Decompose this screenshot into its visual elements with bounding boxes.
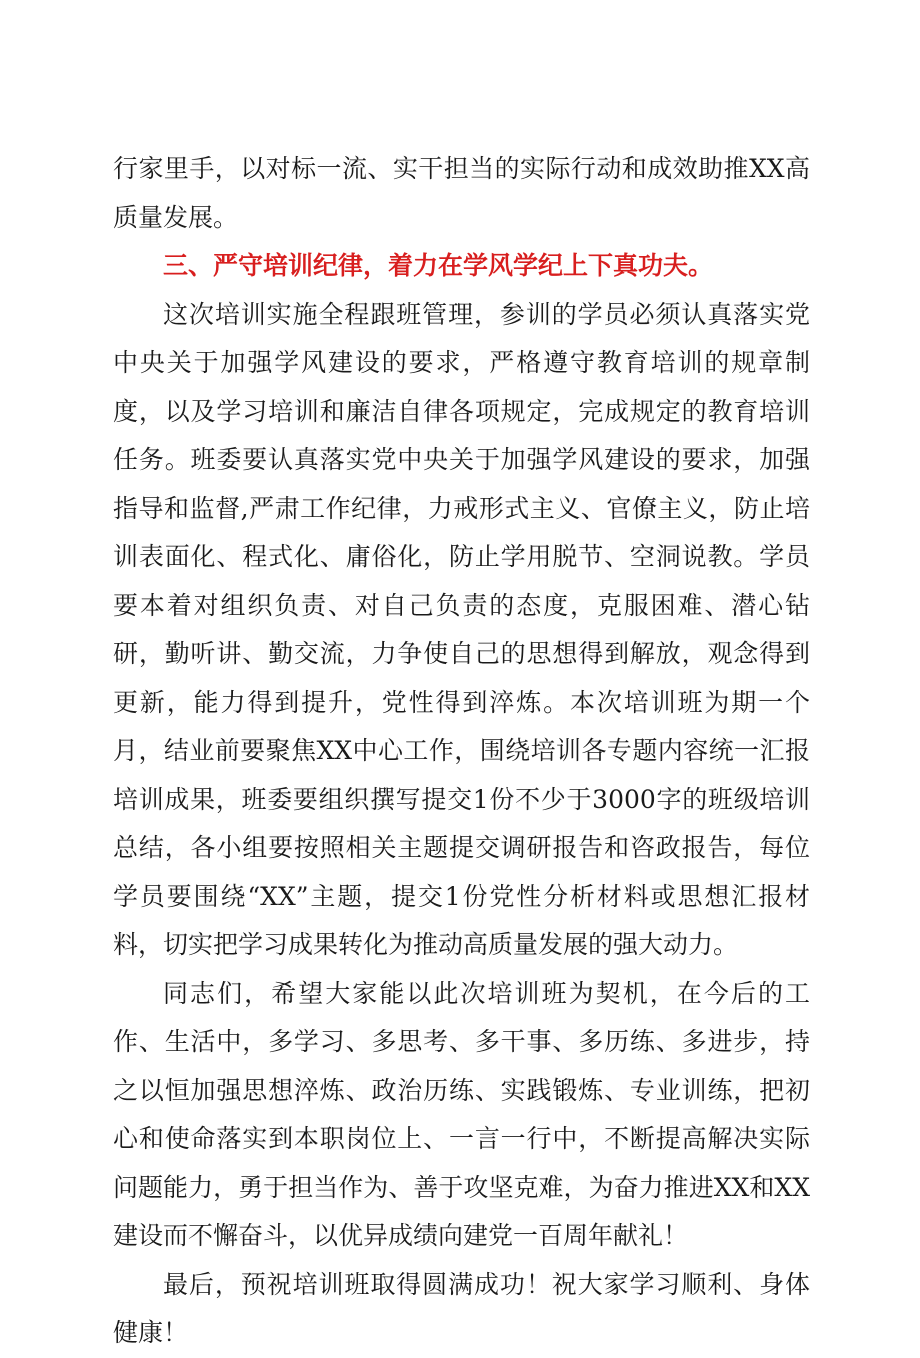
paragraph-discipline: 这次培训实施全程跟班管理，参训的学员必须认真落实党中央关于加强学风建设的要求，严格遵守教育培训的规章制度，以及学习培训和廉洁自律各项规定，完成规定的教育培训任务。班委要认真落实党中央关于加强学风建设的要求，加强指导和监督,严肃工作纪律，力戒形式主义、官僚主义，防止培训表面化、程式化、庸俗化，防止学用脱节、空洞说教。学员要本着对组织负责、对自己负责的态度，克服困难、潜心钻研，勤听讲、勤交流，力争使自己的思想得到解放，观念得到更新，能力得到提升，党性得到淬炼。本次培训班为期一个月，结业前要聚焦XX中心工作，围绕培训各专题内容统一汇报培训成果，班委要组织撰写提交1份不少于3000字的班级培训总结，各小组要按照相关主题提交调研报告和咨政报告，每位学员要围绕“XX”主题，提交1份党性分析材料或思想汇报材料，切实把学习成果转化为推动高质量发展的强大动力。 (113, 299, 810, 959)
paragraph-comrades: 同志们，希望大家能以此次培训班为契机，在今后的工作、生活中，多学习、多思考、多干事、多历练、多进步，持之以恒加强思想淬炼、政治历练、实践锻炼、专业训练，把初心和使命落实到本职岗位上、一言一行中，不断提高解决实际问题能力，勇于担当作为、善于攻坚克难，为奋力推进XX和XX建设而不懈奋斗，以优异成绩向建党一百周年献礼！ (113, 978, 810, 1250)
paragraph-closing: 最后，预祝培训班取得圆满成功！祝大家学习顺利、身体健康！ (113, 1269, 810, 1347)
section-heading: 三、严守培训纪律，着力在学风学纪上下真功夫。 (163, 251, 714, 280)
paragraph-continuation: 行家里手，以对标一流、实干担当的实际行动和成效助推XX高质量发展。 (113, 154, 810, 232)
document-body (113, 145, 810, 1358)
